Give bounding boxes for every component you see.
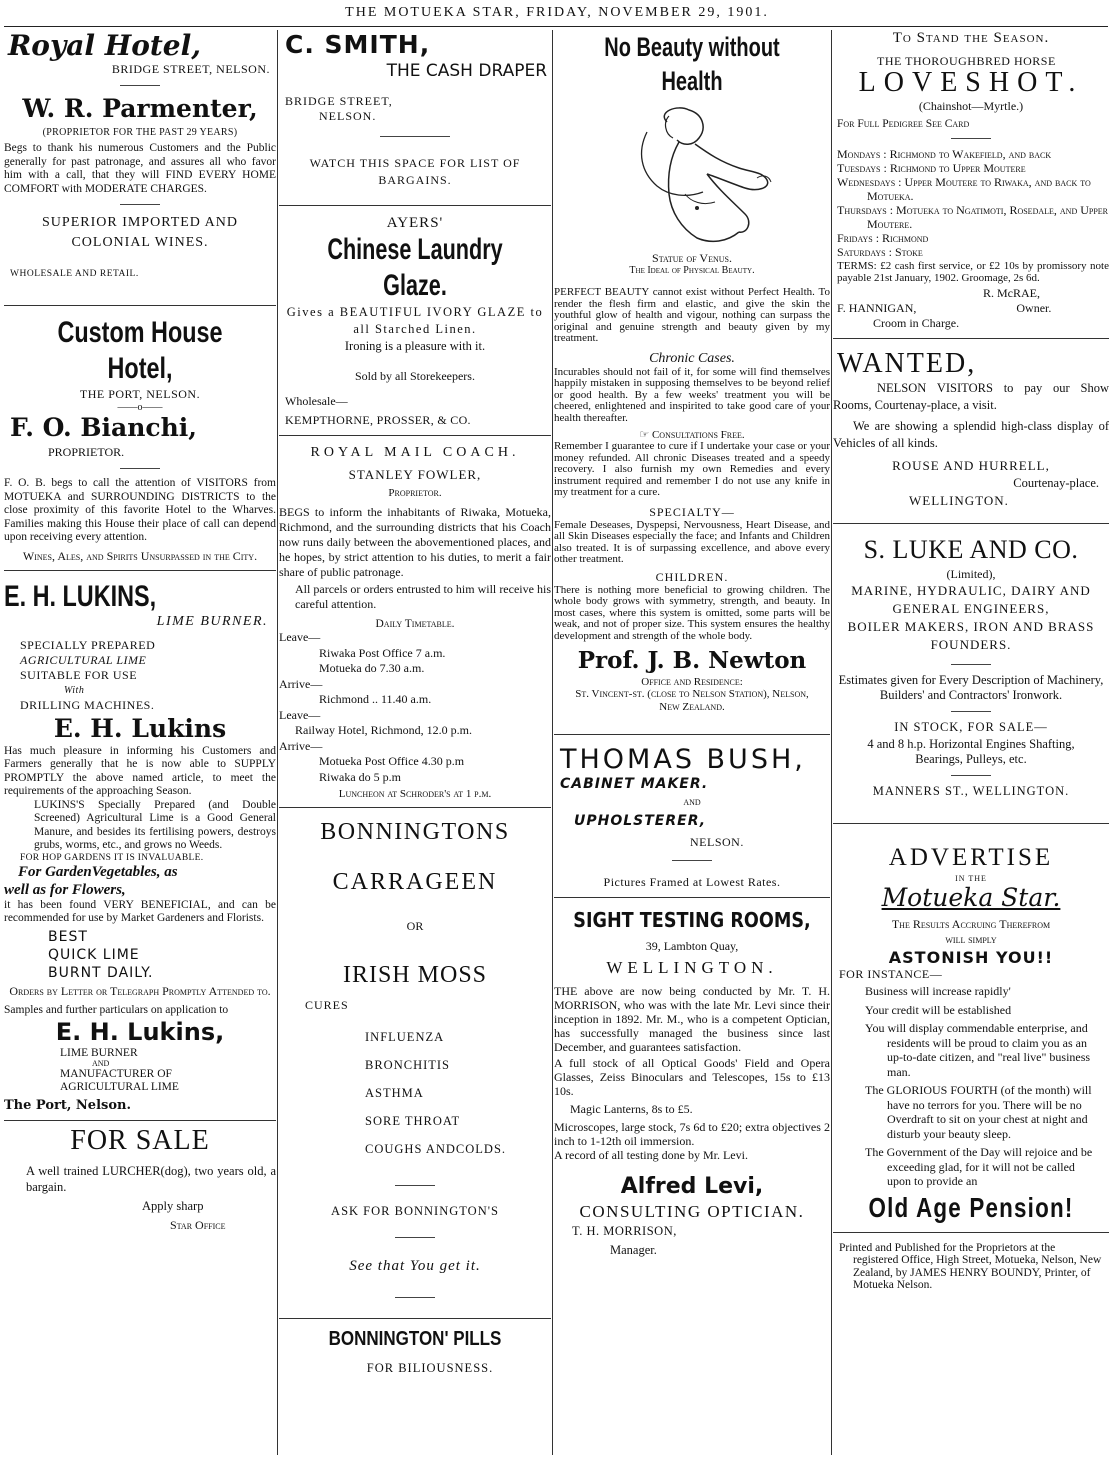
- ad-body: A full stock of all Optical Goods' Field and Opera Glasses, Zeiss Binoculars and Telescopes, 15s to £13 10s.: [554, 1056, 830, 1098]
- column-1: [4, 30, 276, 1455]
- schedule-row: Thursdays : Motueka to Ngatimoti, Rosedale, and Upper Moutere.: [837, 203, 1109, 231]
- ad-body: A well trained LURCHER(dog), two years old, a bargain.: [26, 1164, 276, 1194]
- ad-role: PROPRIETOR.: [48, 445, 125, 459]
- ad-title: SIGHT TESTING ROOMS,: [573, 908, 811, 932]
- line: With: [64, 684, 85, 696]
- list-item: INFLUENZA: [365, 1030, 445, 1044]
- ad-title: ROYAL MAIL COACH.: [310, 445, 520, 460]
- ad-pills: BONNINGTON' PILLS: [328, 1328, 502, 1350]
- luke-ad: [833, 533, 1109, 799]
- ad-body: BEGS to inform the inhabitants of Riwaka, Motueka, Richmond, and the surrounding districts that his Coach now runs daily between the abovementioned places, and he hopes, by strict attention to his duties, to merit a fair share of public patronage.: [279, 505, 551, 579]
- ad-est: Estimates given for Every Description of Machinery,: [838, 673, 1104, 687]
- divider: [120, 468, 160, 469]
- ad-title: No Beauty without Health: [604, 32, 780, 96]
- ayers-ad: [279, 215, 551, 428]
- ad-title: FOR SALE: [70, 1125, 210, 1156]
- ad-title: WANTED,: [837, 348, 977, 379]
- ad-city: WELLINGTON.: [606, 958, 778, 977]
- line: BEST: [48, 928, 88, 945]
- ad-body: Has much pleasure in informing his Customers and Farmers generally that he is now able to SUPPLY PROMPTLY the above named article, to meet the requirements of the approaching Season.: [4, 744, 276, 797]
- ad-name: E. H. Lukins,: [55, 1018, 225, 1046]
- list-item: BRONCHITIS: [365, 1058, 451, 1072]
- venus-statue-image: [607, 102, 777, 252]
- ad-subtitle: THE CASH DRAPER: [386, 61, 547, 81]
- ad-title: ADVERTISE: [888, 844, 1054, 871]
- divider: [279, 1318, 551, 1319]
- ad-astonish: ASTONISH YOU!!: [888, 948, 1054, 967]
- line: MANUFACTURER OF: [60, 1068, 172, 1080]
- row: Arrive—: [279, 676, 323, 691]
- ad-title: Custom House Hotel,: [57, 316, 223, 385]
- row: Riwaka do 5 p.m: [319, 769, 401, 784]
- ad-carrageen: CARRAGEEN: [332, 869, 498, 895]
- cures-list: [279, 1023, 551, 1163]
- ad-frames: Pictures Framed at Lowest Rates.: [603, 875, 781, 889]
- schedule: [833, 147, 1109, 259]
- ad-port: The Port, Nelson.: [4, 1098, 131, 1113]
- sight-testing-ad: [554, 907, 830, 1258]
- bonnington-ad: [279, 817, 551, 1376]
- ad-body: F. O. B. begs to call the attention of VISITORS from MOTUEKA and SURROUNDING DISTRICTS to the close proximity of this favorite Hotel to the Wharves. Families making this House their place of call can depend upon receiving every attention.: [4, 477, 276, 543]
- imprint: Printed and Published for the Proprietors at the registered Office, High Street, Motueka, Nelson, New Zealand, by JAMES HENRY BOUNDY, Printer, of Motueka Nelson.: [839, 1241, 1102, 1291]
- caption: The Ideal of Physical Beauty.: [629, 265, 755, 276]
- row: Richmond .. 11.40 a.m.: [319, 692, 432, 706]
- ad-title: Chinese Laundry Glaze.: [327, 233, 503, 302]
- divider: [279, 435, 551, 436]
- ad-garden: well as for Flowers,: [4, 881, 126, 898]
- timetable: [279, 630, 551, 785]
- ad-office: Star Office: [170, 1218, 226, 1232]
- ad-ask: ASK FOR BONNINGTON'S: [331, 1204, 499, 1218]
- ad-address: MANNERS ST., WELLINGTON.: [872, 784, 1070, 798]
- advertise-ad: [833, 842, 1109, 1225]
- divider: [395, 1237, 435, 1238]
- ad-groom-line: [833, 301, 1109, 316]
- line: DRILLING MACHINES.: [20, 697, 155, 712]
- divider: [395, 1297, 435, 1298]
- row: Leave—: [279, 630, 321, 644]
- list-item: The Government of the Day will rejoice and be exceeding glad, for it will not be called upon to provide an: [865, 1145, 1093, 1188]
- ad-owner: W. R. Parmenter,: [22, 94, 258, 123]
- ad-title: BONNINGTONS: [320, 819, 510, 845]
- ad-address: BRIDGE STREET, NELSON.: [111, 62, 270, 76]
- column-2: [279, 30, 551, 1455]
- line: QUICK LIME: [48, 946, 140, 963]
- ad-sold: Sold by all Storekeepers.: [355, 369, 475, 383]
- ad-pedigree: (Chainshot—Myrtle.): [918, 99, 1024, 113]
- lukins-ad: [4, 580, 276, 1114]
- ad-manager: T. H. MORRISON,: [572, 1224, 677, 1238]
- divider: [279, 205, 551, 206]
- schedule-row: Wednesdays : Upper Moutere to Riwaka, and back to Motueka.: [837, 175, 1091, 203]
- divider: [120, 85, 160, 86]
- divider: [833, 338, 1109, 339]
- divider-text: ——o——: [117, 402, 163, 413]
- ad-body: Female Deseases, Dyspepsi, Nervousness, Heart Disease, and all Skin Diseases especially the face; and Infants and Children also treated. It is of surpassing excellence, and above every other treatment.: [554, 518, 830, 565]
- line: AGRICULTURAL LIME: [20, 652, 147, 667]
- ad-line: BOILER MAKERS, IRON AND BRASS FOUNDERS.: [847, 619, 1095, 652]
- line: SPECIALLY PREPARED: [20, 637, 156, 652]
- ad-lunch: Luncheon at Schroder's at 1 p.m.: [338, 788, 492, 800]
- ad-role: CONSULTING OPTICIAN.: [579, 1202, 805, 1221]
- ad-limited: (Limited),: [946, 567, 996, 581]
- divider: [833, 1232, 1109, 1233]
- ad-note: (PROPRIETOR FOR THE PAST 29 YEARS): [42, 127, 238, 138]
- masthead: THE MOTUEKA STAR, FRIDAY, NOVEMBER 29, 1901.: [345, 5, 769, 20]
- ad-build: Builders' and Contractors' Ironwork.: [879, 688, 1063, 702]
- ad-in-the: IN THE: [955, 874, 987, 883]
- ad-stock: IN STOCK, FOR SALE—: [894, 720, 1048, 734]
- column-3: [554, 30, 830, 1455]
- ad-body: Microscopes, large stock, 7s 6d to £20; extra objectives 2 inch to 1-12th oil immersion.: [554, 1120, 830, 1148]
- ad-apply: Apply sharp: [142, 1199, 204, 1213]
- divider: [4, 570, 276, 571]
- smith-ad: [279, 30, 551, 189]
- divider: [951, 711, 991, 712]
- ad-sub: THE THOROUGHBRED HORSE: [877, 54, 1056, 68]
- ad-engines: 4 and 8 h.p. Horizontal Engines Shafting, Bearings, Pulleys, etc.: [867, 737, 1075, 766]
- ad-line: CABINET MAKER.: [560, 776, 709, 792]
- ad-body: Samples and further particulars on application to: [4, 1003, 229, 1016]
- line: SUITABLE FOR USE: [20, 667, 138, 682]
- ad-body: There is nothing more beneficial to growing children. The whole body grows with symmetry, strength, and beauty. In most cases, where this system is omitted, some parts will be weak, and not of proper size. This system ensures the healthy development and strength of the whole body.: [554, 583, 830, 642]
- schedule-row: Saturdays : Stoke: [837, 245, 923, 259]
- mail-coach-ad: [279, 445, 551, 800]
- ad-retail: WHOLESALE AND RETAIL.: [10, 269, 139, 279]
- divider: [395, 1185, 435, 1186]
- row: Railway Hotel, Richmond, 12.0 p.m.: [295, 723, 472, 737]
- ad-address: 39, Lambton Quay,: [645, 939, 739, 953]
- ad-hop: FOR HOP GARDENS IT IS INVALUABLE.: [20, 852, 204, 863]
- schedule-row: Tuesdays : Richmond to Upper Moutere: [837, 161, 1026, 175]
- instance-list: [833, 984, 1109, 1189]
- owner-role: Owner.: [1016, 301, 1052, 315]
- loveshot-ad: [833, 30, 1109, 331]
- ad-body: Gives a BEAUTIFUL IVORY GLAZE to all Starched Linen.: [286, 305, 544, 336]
- ad-orders: Orders by Letter or Telegraph Promptly Attended to.: [9, 983, 271, 998]
- ad-head: To Stand the Season.: [892, 30, 1050, 46]
- ad-pedigree: For Full Pedigree See Card: [837, 118, 970, 130]
- ad-owner: R. McRAE,: [983, 286, 1040, 300]
- ad-body: Magic Lanterns, 8s to £5.: [570, 1102, 693, 1116]
- column-rule: [277, 30, 278, 1455]
- ad-title: S. LUKE AND CO.: [863, 535, 1079, 564]
- ad-body: All parcels or orders entrusted to him will receive his careful attention.: [295, 582, 551, 611]
- bush-ad: [554, 744, 830, 890]
- ad-line: NELSON.: [690, 835, 744, 849]
- divider: [554, 897, 830, 898]
- ad-firm: ROUSE AND HURRELL,: [892, 458, 1050, 473]
- ad-simply: will simply: [945, 934, 997, 946]
- ad-body: LUKINS'S Specially Prepared (and Double Screened) Agricultural Lime is a Good General Manure, and besides its fertilising powers, destroys grubs, worms, etc., and grows no Weeds.: [34, 798, 276, 851]
- row: Motueka do 7.30 a.m.: [319, 661, 425, 675]
- ad-wines: Wines, Ales, and Spirits Unsurpassed in the City.: [22, 548, 258, 563]
- divider: [4, 1120, 276, 1121]
- ad-watch: WATCH THIS SPACE FOR LIST OF BARGAINS.: [309, 156, 521, 187]
- ad-address: St. Vincent-st. (close to Nelson Station), Nelson, New Zealand.: [575, 688, 809, 713]
- ad-body: NELSON VISITORS to pay our Show Rooms, Courtenay-place, a visit.: [833, 381, 1109, 412]
- ad-or: OR: [406, 919, 424, 933]
- schedule-row: Mondays : Richmond to Wakefield, and back: [837, 147, 1052, 161]
- ad-kempthorne: KEMPTHORNE, PROSSER, & CO.: [285, 413, 471, 427]
- ad-timetable: Daily Timetable.: [375, 618, 455, 630]
- ad-owner: F. O. Bianchi,: [10, 413, 197, 442]
- divider: [951, 664, 991, 665]
- masthead-rule: [4, 26, 1108, 27]
- column-rule: [831, 30, 832, 1455]
- ad-pension: Old Age Pension!: [868, 1191, 1074, 1223]
- column-4: [833, 30, 1109, 1455]
- ad-wines: SUPERIOR IMPORTED AND COLONIAL WINES.: [42, 215, 238, 250]
- ad-body: PERFECT BEAUTY cannot exist without Perfect Health. To render the flesh firm and elastic, and give the skin the youthful glow of health and vigour, nothing can surpass the original and genuine strength and beauty given by my treatment.: [554, 286, 830, 344]
- ad-name: Alfred Levi,: [620, 1174, 764, 1199]
- ad-body: We are showing a splendid high-class display of Vehicles of all kinds.: [833, 419, 1109, 450]
- divider: [380, 136, 450, 137]
- line: AND: [92, 1059, 110, 1068]
- ad-paper: Motueka Star.: [881, 883, 1061, 912]
- ad-owner: E. H. Lukins: [53, 713, 227, 743]
- ad-terms: TERMS: £2 cash first service, or £2 10s by promissory note payable 21st January, 1902. Groomage, 2s 6d.: [837, 260, 1109, 284]
- ad-brand: AYERS': [386, 215, 444, 231]
- ad-title: Royal Hotel,: [8, 30, 202, 62]
- ad-line: UPHOLSTERER,: [574, 813, 707, 829]
- ad-role: Proprietor.: [388, 487, 442, 499]
- groom: F. HANNIGAN,: [837, 301, 917, 315]
- ad-body: Remember I guarantee to cure if I undertake your case or your money refunded. All chronic Diseases treated and a speedy recovery. I also furnish my own Remedies and every instrument required and remember I do not use any knife in my treatment for a cure.: [554, 440, 830, 498]
- line: AGRICULTURAL LIME: [60, 1081, 179, 1093]
- ad-title: C. SMITH,: [285, 30, 431, 59]
- ad-owner: STANLEY FOWLER,: [348, 467, 482, 482]
- ad-body: THE above are now being conducted by Mr. T. H. MORRISON, who was with the late Mr. Levi since their inception in 1892. Mr. M., who is a competent Optician, has successfully managed the business since last December, and guarantees satisfaction.: [554, 984, 830, 1054]
- ad-body: it has been found VERY BENEFICIAL, and can be recommended for use by Market Gardeners and Florists.: [4, 898, 276, 924]
- divider: [951, 775, 991, 776]
- schedule-row: Fridays : Richmond: [837, 231, 929, 245]
- divider: [4, 305, 276, 306]
- wanted-ad: [833, 348, 1109, 509]
- ad-city: WELLINGTON.: [909, 493, 1009, 508]
- ad-title: LOVESHOT.: [858, 67, 1084, 98]
- ad-garden: For GardenVegetables, as: [18, 863, 178, 880]
- list-item: The GLORIOUS FOURTH (of the month) will have no terrors for you. There will be no Overdraft to sit on your chest at night and disturb your beauty sleep.: [865, 1083, 1092, 1141]
- ad-instance: FOR INSTANCE—: [839, 967, 943, 981]
- ad-see: See that You get it.: [349, 1258, 481, 1274]
- row: Arrive—: [279, 738, 323, 753]
- ad-chronic: Chronic Cases.: [649, 350, 735, 366]
- row: Riwaka Post Office 7 a.m.: [319, 645, 446, 660]
- ad-irish: IRISH MOSS: [342, 962, 488, 988]
- lime-block: [4, 638, 276, 713]
- pointing-hand-icon: ☞: [639, 429, 652, 441]
- column-rule: [552, 30, 553, 1455]
- ad-address: NELSON.: [319, 109, 377, 123]
- manufacturer-block: [4, 1047, 276, 1094]
- ad-children: CHILDREN.: [655, 569, 729, 584]
- list-item: COUGHS ANDCOLDS.: [365, 1142, 507, 1156]
- divider: [279, 807, 551, 808]
- ad-line: AND: [683, 798, 701, 807]
- quick-lime-block: [4, 928, 276, 982]
- divider: [833, 823, 1109, 824]
- divider: [120, 204, 160, 205]
- line: BURNT DAILY.: [48, 964, 154, 981]
- ad-subtitle: LIME BURNER.: [156, 613, 268, 629]
- consult-text: Consultations Free.: [651, 429, 745, 441]
- ad-line: MARINE, HYDRAULIC, DAIRY AND GENERAL ENGINEERS,: [851, 583, 1091, 616]
- ad-results: The Results Accruing Therefrom: [891, 917, 1051, 931]
- ad-office: Office and Residence:: [641, 676, 743, 688]
- ad-body: Begs to thank his numerous Customers and the Public generally for past patronage, and assures all who favor him with a call, that they will FIND EVERY HOME COMFORT with MODERATE CHARGES.: [4, 142, 276, 195]
- list-item: ASTHMA: [365, 1086, 424, 1100]
- ad-specialty: SPECIALTY—: [649, 504, 735, 519]
- newton-ad: [554, 30, 830, 714]
- line: LIME BURNER: [60, 1047, 138, 1059]
- list-item: You will display commendable enterprise, and residents will be proud to claim you as an up-to-date citizen, and "real live" business man.: [865, 1021, 1091, 1079]
- custom-house-ad: [4, 315, 276, 563]
- list-item: SORE THROAT: [365, 1114, 461, 1128]
- royal-hotel-ad: [4, 30, 276, 279]
- list-item: Your credit will be established: [865, 1002, 1012, 1017]
- ad-body: A record of all testing done by Mr. Levi.: [554, 1148, 748, 1162]
- ad-place: Courtenay-place.: [1013, 476, 1099, 490]
- row: Leave—: [279, 707, 321, 722]
- list-item: Business will increase rapidly': [865, 984, 1011, 998]
- divider: [672, 860, 712, 861]
- ad-title: THOMAS BUSH,: [560, 744, 806, 775]
- ad-address: THE PORT, NELSON.: [79, 387, 201, 401]
- ad-ironing: Ironing is a pleasure with it.: [344, 339, 486, 353]
- for-sale-ad: [4, 1125, 276, 1233]
- ad-title: E. H. LUKINS,: [4, 579, 157, 613]
- ad-cures: CURES: [305, 998, 349, 1012]
- ad-groom-role: Croom in Charge.: [873, 316, 960, 330]
- row: Motueka Post Office 4.30 p.m: [319, 754, 465, 768]
- divider: [833, 523, 1109, 524]
- caption: Statue of Venus.: [652, 251, 732, 265]
- ad-body: Incurables should not fail of it, for some will find themselves happily mistaken in supposing themselves to be beyond relief or good health. By a few weeks' treatment you will be cheered, enlightened and inspirited to take good care of your health thereafter.: [554, 365, 830, 424]
- ad-address: BRIDGE STREET,: [285, 94, 393, 108]
- ad-manager-role: Manager.: [610, 1243, 657, 1257]
- divider: [951, 138, 991, 139]
- ad-name: Prof. J. B. Newton: [577, 647, 807, 674]
- ad-wholesale: Wholesale—: [285, 394, 348, 408]
- divider: [554, 734, 830, 735]
- ad-bilious: FOR BILIOUSNESS.: [366, 1361, 494, 1375]
